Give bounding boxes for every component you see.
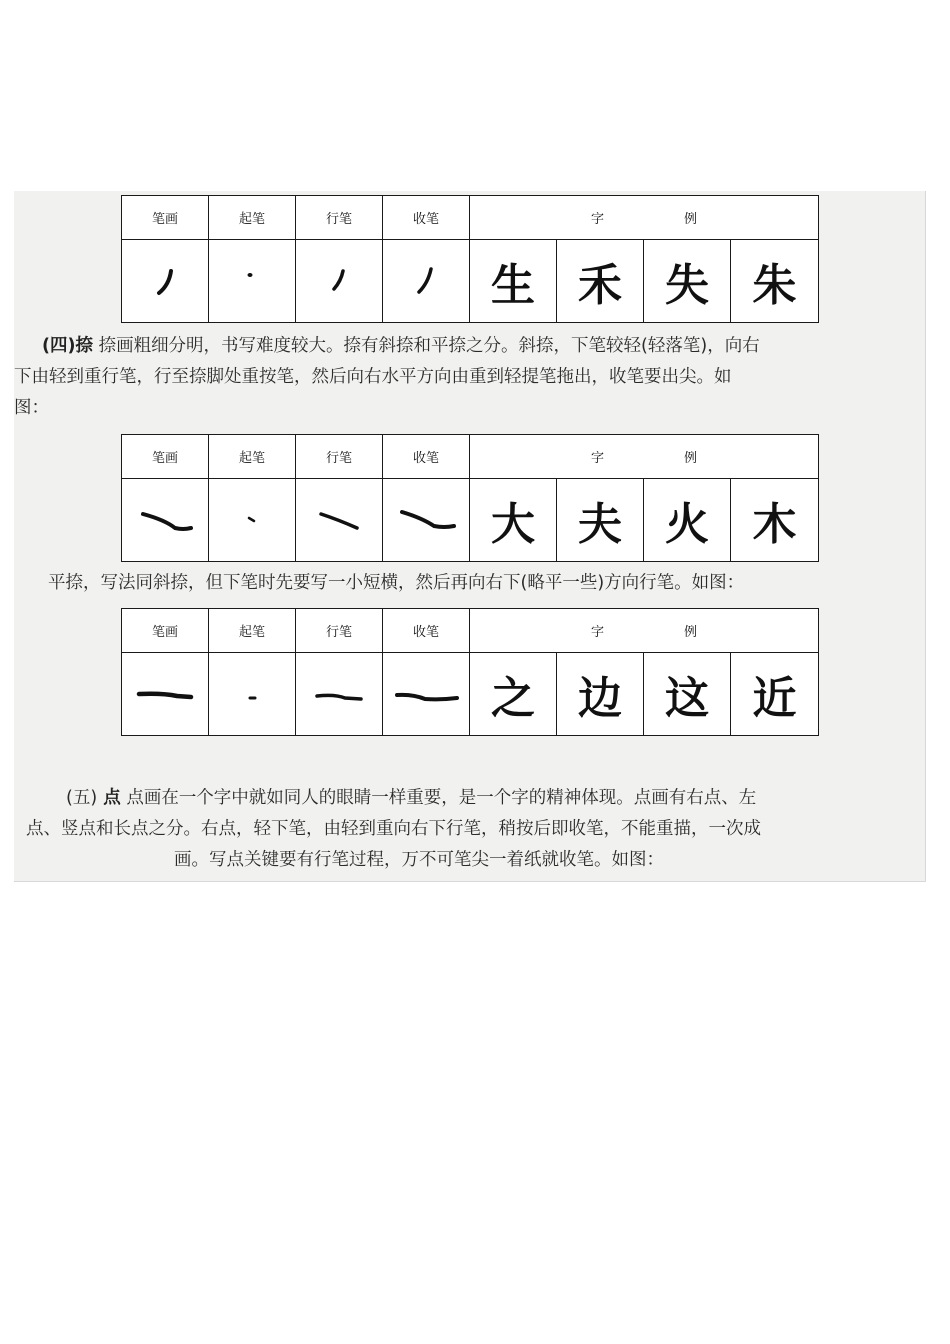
example-char: 边 xyxy=(557,653,644,736)
header-start: 起笔 xyxy=(209,609,296,653)
header-move: 行笔 xyxy=(296,435,383,479)
header-stroke: 笔画 xyxy=(122,609,209,653)
example-char: 大 xyxy=(470,479,557,562)
start-image xyxy=(209,240,296,323)
section-5-paragraph: (五) 点 点画在一个字中就如同人的眼睛一样重要，是一个字的精神体现。点画有右点、左 点、竖点和长点之分。右点，轻下笔，由轻到重向右下行笔，稍按后即收笔，不能重描，一次成 画。写点关键要有行笔过程，万不可笔尖一着纸就收笔。如图： xyxy=(26,788,761,870)
section-5-label: 点 xyxy=(97,788,121,808)
example-char: 失 xyxy=(644,240,731,323)
stroke-image xyxy=(122,479,209,562)
header-start: 起笔 xyxy=(209,435,296,479)
stroke-table-pie xyxy=(121,195,819,323)
start-image xyxy=(209,479,296,562)
finish-image xyxy=(383,653,470,736)
finish-image xyxy=(383,479,470,562)
example-char: 生 xyxy=(470,240,557,323)
move-image xyxy=(296,653,383,736)
header-examples: 字 例 xyxy=(470,196,819,240)
header-examples: 字 例 xyxy=(470,435,819,479)
example-char: 火 xyxy=(644,479,731,562)
example-char: 朱 xyxy=(731,240,819,323)
move-image xyxy=(296,240,383,323)
example-char: 这 xyxy=(644,653,731,736)
example-char: 之 xyxy=(470,653,557,736)
header-move: 行笔 xyxy=(296,196,383,240)
finish-image xyxy=(383,240,470,323)
header-examples: 字 例 xyxy=(470,609,819,653)
example-char: 近 xyxy=(731,653,819,736)
header-move: 行笔 xyxy=(296,609,383,653)
header-stroke: 笔画 xyxy=(122,196,209,240)
stroke-table-flat-na xyxy=(121,608,819,736)
example-char: 禾 xyxy=(557,240,644,323)
stroke-image xyxy=(122,653,209,736)
flat-na-paragraph: 平捺，写法同斜捺，但下笔时先要写一小短横，然后再向右下(略平一些)方向行笔。如图： xyxy=(48,573,745,593)
stroke-table-oblique-na xyxy=(121,434,819,562)
section-4-paragraph: (四)捺 捺画粗细分明，书写难度较大。捺有斜捺和平捺之分。斜捺，下笔较轻(轻落笔)，向右 下由轻到重行笔，行至捺脚处重按笔，然后向右水平方向由重到轻提笔拖出，收笔要出尖。如 图： xyxy=(14,336,760,418)
section-4-label: (四)捺 xyxy=(42,336,93,356)
stroke-image xyxy=(122,240,209,323)
header-finish: 收笔 xyxy=(383,609,470,653)
header-stroke: 笔画 xyxy=(122,435,209,479)
header-start: 起笔 xyxy=(209,196,296,240)
example-char: 夫 xyxy=(557,479,644,562)
header-finish: 收笔 xyxy=(383,196,470,240)
example-char: 木 xyxy=(731,479,819,562)
move-image xyxy=(296,479,383,562)
header-finish: 收笔 xyxy=(383,435,470,479)
start-image xyxy=(209,653,296,736)
